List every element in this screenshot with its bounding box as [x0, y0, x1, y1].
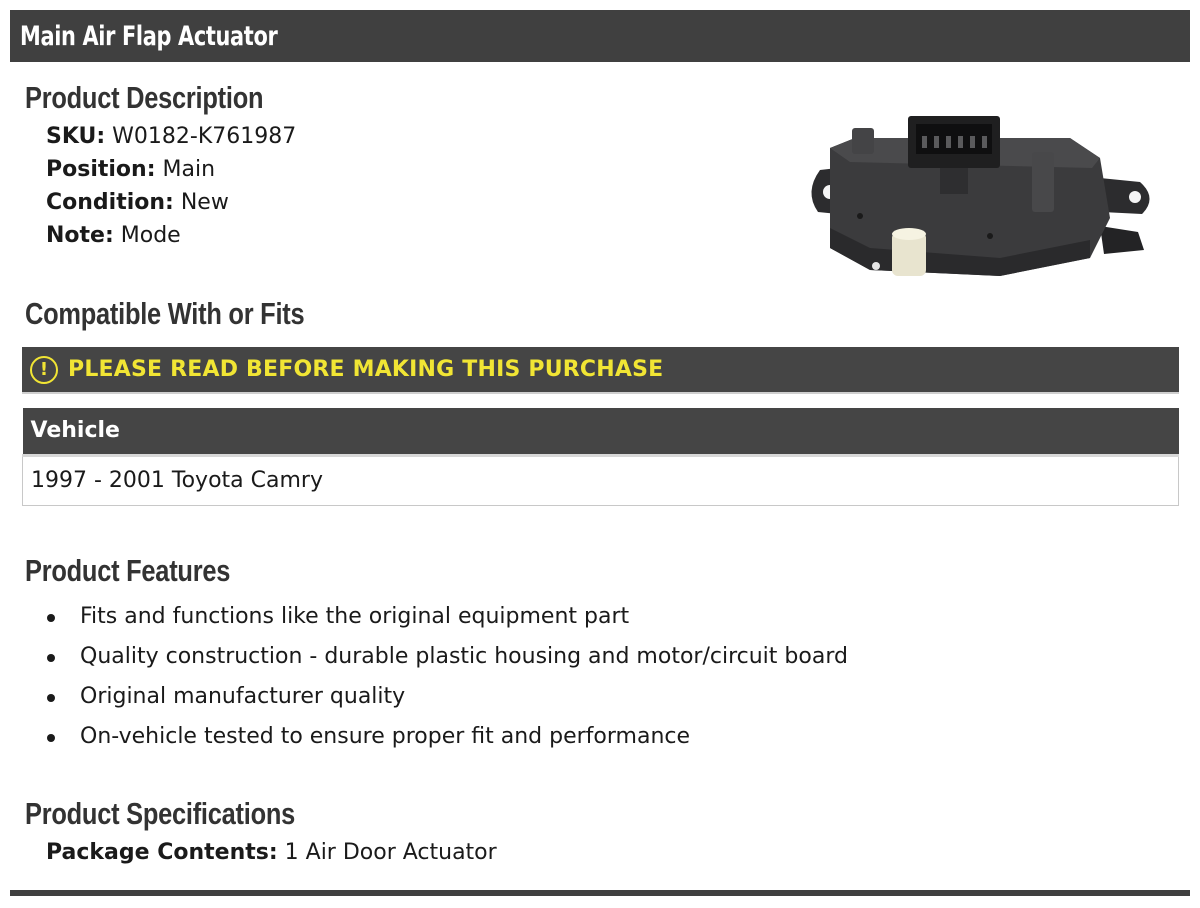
- page-title: Main Air Flap Actuator: [20, 20, 278, 52]
- note-label: Note:: [46, 223, 114, 248]
- vehicle-table: [22, 408, 1179, 506]
- package-contents-row: [46, 836, 497, 869]
- product-image: [800, 108, 1165, 288]
- condition-row: [46, 186, 229, 219]
- warning-text: PLEASE READ BEFORE MAKING THIS PURCHASE: [68, 357, 664, 382]
- features-list: [44, 597, 848, 757]
- condition-value: New: [180, 190, 229, 215]
- position-value: Main: [162, 157, 216, 182]
- list-item: On-vehicle tested to ensure proper fit and performance: [44, 717, 848, 757]
- title-bar: [10, 10, 1190, 62]
- list-item: Fits and functions like the original equipment part: [44, 597, 848, 637]
- package-contents-value: 1 Air Door Actuator: [284, 840, 497, 865]
- sku-label: SKU:: [46, 124, 106, 149]
- position-row: [46, 153, 215, 186]
- vehicle-column-header: Vehicle: [23, 408, 1179, 455]
- list-item: Quality construction - durable plastic housing and motor/circuit board: [44, 637, 848, 677]
- position-label: Position:: [46, 157, 156, 182]
- note-value: Mode: [120, 223, 181, 248]
- purchase-warning-banner: [22, 347, 1179, 394]
- specifications-heading: Product Specifications: [25, 796, 296, 831]
- alert-icon: !: [30, 356, 58, 384]
- list-item: Original manufacturer quality: [44, 677, 848, 717]
- sku-row: [46, 120, 296, 153]
- condition-label: Condition:: [46, 190, 174, 215]
- product-description-heading: Product Description: [25, 80, 264, 115]
- package-contents-label: Package Contents:: [46, 840, 278, 865]
- note-row: [46, 219, 181, 252]
- table-row: [23, 455, 1179, 505]
- features-heading: Product Features: [25, 553, 231, 588]
- sku-value: W0182-K761987: [112, 124, 297, 149]
- vehicle-cell: 1997 - 2001 Toyota Camry: [23, 455, 1179, 505]
- compatibility-heading: Compatible With or Fits: [25, 296, 305, 331]
- bottom-divider: [10, 890, 1190, 896]
